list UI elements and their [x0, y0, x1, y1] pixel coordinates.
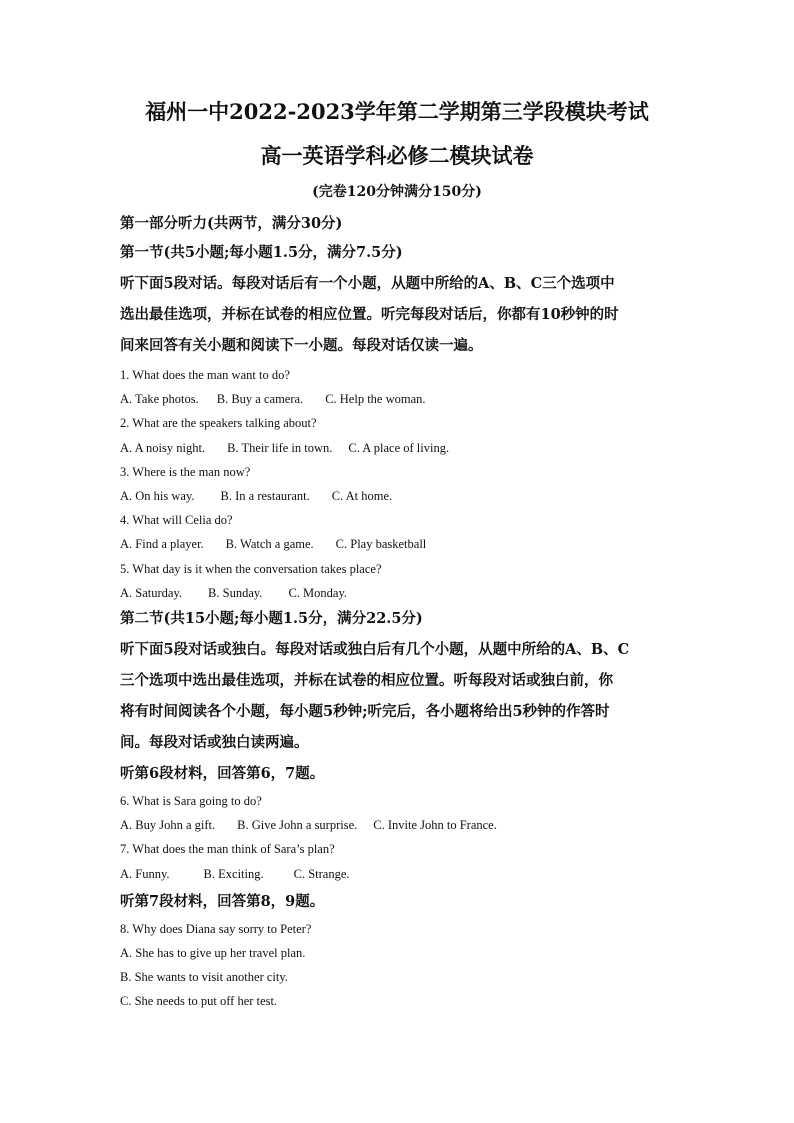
section1-instructions — [120, 268, 690, 361]
option-c: C. Help the woman. — [325, 392, 426, 407]
option-a: A. Funny. — [120, 866, 170, 881]
instruction-line: 听下面5段对话或独白。每段对话或独白后有几个小题，从题中所给的A、B、C — [120, 641, 630, 659]
section2-instructions — [120, 634, 690, 758]
part1-heading: 第一部分听力(共两节，满分30分) — [120, 215, 343, 232]
options-row — [120, 484, 690, 508]
option-c: C. Play basketball — [335, 537, 427, 552]
options-row — [120, 581, 690, 605]
option-b: B. She wants to visit another city. — [120, 970, 288, 985]
exam-content — [120, 210, 690, 1014]
options-row — [120, 862, 690, 886]
option-a: A. Take photos. — [120, 392, 199, 407]
instruction-line: 间来回答有关小题和阅读下一小题。每段对话仅读一遍。 — [120, 337, 483, 354]
option-a: A. Find a player. — [120, 537, 204, 552]
option-b: B. Buy a camera. — [216, 392, 304, 407]
options-row — [120, 436, 690, 460]
material6-heading: 听第6段材料，回答第6，7题。 — [120, 765, 325, 783]
options-row — [120, 813, 690, 837]
instruction-line: 将有时间阅读各个小题，每小题5秒钟;听完后，各小题将给出5秒钟的作答时 — [120, 703, 610, 721]
option-c: C. Strange. — [293, 866, 350, 881]
option-b: B. Watch a game. — [225, 537, 314, 552]
option-a: A. Saturday. — [120, 585, 183, 600]
option-c: C. Invite John to France. — [373, 818, 497, 833]
option-a: A. A noisy night. — [120, 440, 206, 455]
option-a: A. On his way. — [120, 489, 195, 504]
exam-title: 福州一中2022-2023学年第二学期第三学段模块考试 — [145, 99, 649, 124]
option-c: C. At home. — [331, 489, 393, 504]
instruction-line: 选出最佳选项，并标在试卷的相应位置。听完每段对话后，你都有10秒钟的时 — [120, 306, 619, 323]
exam-duration-note: (完卷120分钟满分150分) — [312, 184, 482, 200]
option-b: B. Sunday. — [208, 585, 263, 600]
instruction-line: 间。每段对话或独白读两遍。 — [120, 734, 309, 752]
option-b: B. In a restaurant. — [220, 489, 310, 504]
exam-subject-title: 高一英语学科必修二模块试卷 — [260, 143, 534, 168]
question-text: 7. What does the man think of Sara’s plan? — [120, 842, 335, 857]
section2-heading: 第二节(共15小题;每小题1.5分，满分22.5分) — [120, 610, 423, 628]
material7-heading: 听第7段材料，回答第8，9题。 — [120, 892, 325, 910]
option-a: A. She has to give up her travel plan. — [120, 946, 306, 961]
option-a: A. Buy John a gift. — [120, 818, 216, 833]
option-c: C. Monday. — [288, 585, 348, 600]
question-text: 4. What will Celia do? — [120, 513, 233, 528]
question-text: 6. What is Sara going to do? — [120, 794, 262, 809]
instruction-line: 三个选项中选出最佳选项，并标在试卷的相应位置。听每段对话或独白前，你 — [120, 672, 613, 690]
options-row — [120, 532, 690, 556]
question-text: 3. Where is the man now? — [120, 464, 251, 479]
options-row — [120, 387, 690, 411]
option-b: B. Their life in town. — [227, 440, 333, 455]
section1-questions — [120, 363, 690, 605]
option-b: B. Exciting. — [203, 866, 264, 881]
section1-heading: 第一节(共5小题;每小题1.5分，满分7.5分) — [120, 244, 403, 261]
option-c: C. A place of living. — [348, 440, 450, 455]
question-text: 8. Why does Diana say sorry to Peter? — [120, 921, 312, 936]
option-c: C. She needs to put off her test. — [120, 994, 278, 1009]
question-text: 1. What does the man want to do? — [120, 368, 290, 382]
instruction-line: 听下面5段对话。每段对话后有一个小题，从题中所给的A、B、C三个选项中 — [120, 275, 615, 292]
option-b: B. Give John a surprise. — [237, 818, 358, 833]
question-text: 2. What are the speakers talking about? — [120, 416, 317, 431]
question-text: 5. What day is it when the conversation takes place? — [120, 561, 382, 576]
